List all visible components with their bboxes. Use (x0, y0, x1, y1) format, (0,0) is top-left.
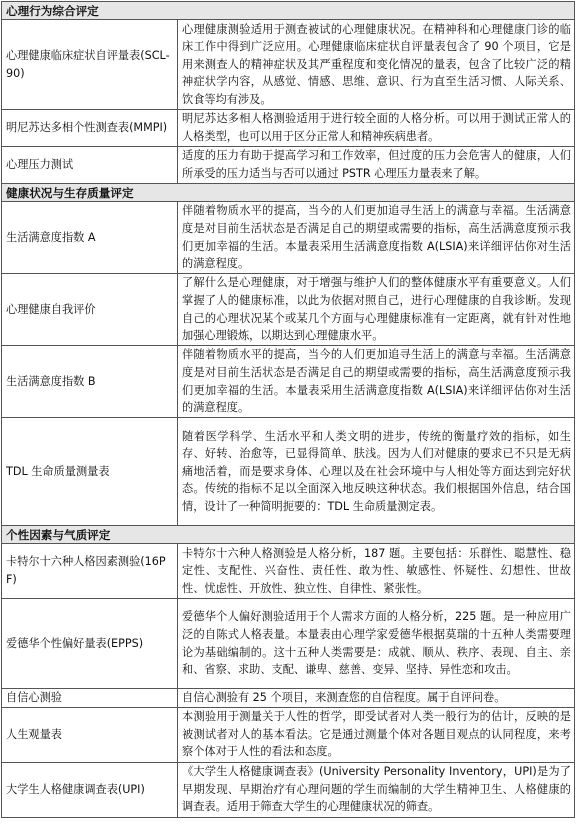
table-row (2, 20, 575, 110)
test-description: 卡特尔十六种人格测验是人格分析，187 题。主要包括：乐群性、聪慧性、稳定性、支配性、兴奋性、责任性、敢为性、敏感性、怀疑性、幻想性、世故性、忧虑性、开放性、独立性、自律性、紧张性。 (178, 544, 575, 599)
table-row (2, 762, 575, 817)
section-title: 个性因素与气质评定 (2, 526, 575, 544)
test-description: 爱德华个人偏好测验适用于个人需求方面的人格分析，225 题。是一种应用广泛的自陈式人格表量。本量表由心理学家爱德华根据莫瑞的十五种人类需要理论为基础编制的。这十五种人类需要是：成就、顺从、秩序、表现、自主、亲和、省察、求助、支配、谦卑、慈善、变异、坚持、异性恋和攻击。 (178, 599, 575, 689)
test-name: 心理健康临床症状自评量表(SCL-90) (2, 20, 178, 110)
assessment-table (1, 1, 575, 818)
section-title: 健康状况与生存质量评定 (2, 184, 575, 202)
test-description: 明尼苏达多相人格测验适用于进行较全面的人格分析。可以用于测试正常人的人格类型，也可以用于区分正常人和精神疾病患者。 (178, 110, 575, 147)
test-description: 《大学生人格健康调查表》(University Personality Inventory，UPI)是为了早期发现、早期治疗有心理问题的学生而编制的大学生精神卫生、人格健康的调查表。适用于筛查大学生的心理健康状况的筛查。 (178, 762, 575, 817)
test-description: 伴随着物质水平的提高，当今的人们更加追寻生活上的满意与幸福。生活满意度是对目前生活状态是否满足自己的期望或需要的指标，高生活满意度预示我们更加幸福的生活。本量表采用生活满意度指数 A(LSIA)来详细评估你对生活的满意程度。 (178, 346, 575, 418)
test-name: 生活满意度指数 A (2, 202, 178, 274)
table-row (2, 599, 575, 689)
table-row (2, 544, 575, 599)
section-title: 心理行为综合评定 (2, 2, 575, 20)
test-description: 随着医学科学、生活水平和人类文明的进步，传统的衡量疗效的指标，如生存、好转、治愈等，已显得简单、肤浅。因为人们对健康的要求已不只是无病痛地活着，而是要求身体、心理以及在社会环境中与人相处等方面达到完好状态。传统的指标不足以全面深入地反映这种状态。我们根据国外信息，结合国情，设计了一种简明扼要的：TDL 生命质量测定表。 (178, 418, 575, 526)
test-name: 大学生人格健康调查表(UPI) (2, 762, 178, 817)
test-description: 自信心测验有 25 个项目，来测查您的自信程度。属于自评问卷。 (178, 689, 575, 708)
table-row (2, 707, 575, 762)
test-description: 伴随着物质水平的提高，当今的人们更加追寻生活上的满意与幸福。生活满意度是对目前生活状态是否满足自己的期望或需要的指标，高生活满意度预示我们更加幸福的生活。本量表采用生活满意度指数 A(LSIA)来详细评估你对生活的满意程度。 (178, 202, 575, 274)
table-row (2, 346, 575, 418)
section-header-health (2, 184, 575, 202)
test-description: 了解什么是心理健康，对于增强与维护人们的整体健康水平有重要意义。人们掌握了人的健康标准，以此为依据对照自己，进行心理健康的自我诊断。发现自己的心理状况某个或某几个方面与心理健康标准有一定距离，就有针对性地加强心理锻炼，以期达到心理健康水平。 (178, 274, 575, 346)
test-name: 自信心测验 (2, 689, 178, 708)
test-name: 心理压力测试 (2, 147, 178, 184)
test-name: 卡特尔十六种人格因素测验(16PF) (2, 544, 178, 599)
section-header-behavior (2, 2, 575, 20)
test-name: 生活满意度指数 B (2, 346, 178, 418)
section-header-personality (2, 526, 575, 544)
test-name: TDL 生命质量测量表 (2, 418, 178, 526)
table-row (2, 110, 575, 147)
table-row (2, 147, 575, 184)
test-name: 心理健康自我评价 (2, 274, 178, 346)
test-description: 适度的压力有助于提高学习和工作效率，但过度的压力会危害人的健康，人们所承受的压力适当与否可以通过 PSTR 心理压力量表来了解。 (178, 147, 575, 184)
test-name: 明尼苏达多相个性测查表(MMPI) (2, 110, 178, 147)
table-row (2, 202, 575, 274)
table-row (2, 418, 575, 526)
table-row (2, 689, 575, 708)
test-name: 爱德华个性偏好量表(EPPS) (2, 599, 178, 689)
table-row (2, 274, 575, 346)
test-description: 心理健康测验适用于测查被试的心理健康状况。在精神科和心理健康门诊的临床工作中得到广泛应用。心理健康临床症状自评量表包含了 90 个项目，它是用来测查人的精神症状及其严重程度和变化情况的量表，包含了比较广泛的精神症状学内容，从感觉、情感、思维、意识、行为直至生活习惯、人际关系、饮食等均有涉及。 (178, 20, 575, 110)
test-description: 本测验用于测量关于人性的哲学，即受试者对人类一般行为的估计，反映的是被测试者对人的基本看法。它是通过测量个体对各题目观点的认同程度，来考察个体对于人性的看法和态度。 (178, 707, 575, 762)
test-name: 人生观量表 (2, 707, 178, 762)
